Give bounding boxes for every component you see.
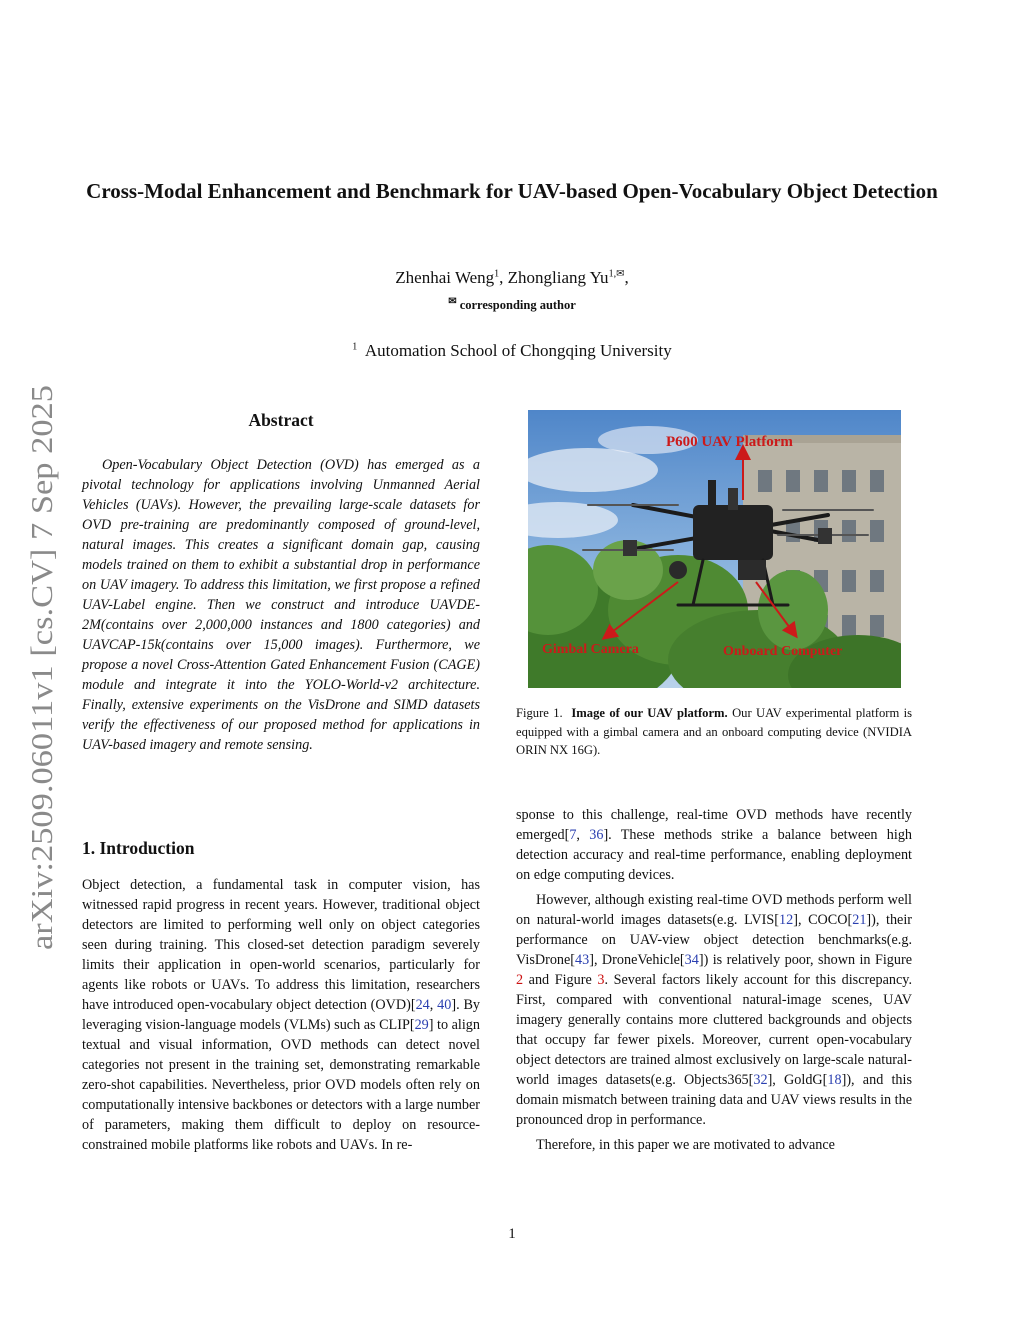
text-run: and Figure: [523, 972, 598, 988]
citation-link[interactable]: 24: [415, 997, 430, 1013]
section-heading: 1. Introduction: [82, 838, 195, 858]
author-name: Zhongliang Yu: [507, 268, 609, 287]
author-trail: ,: [624, 268, 629, 287]
paragraph: Therefore, in this paper we are motivated to advance: [536, 1137, 835, 1153]
envelope-icon: ✉: [448, 295, 457, 307]
author-separator: ,: [499, 268, 508, 287]
affil-mark: 1: [352, 341, 358, 353]
author-name: Zhenhai Weng: [395, 268, 495, 287]
citation-link[interactable]: 18: [827, 1072, 842, 1088]
text-run: ]), their performance on UAV-view object detection benchmarks(e.g. VisDrone[: [516, 912, 913, 968]
affiliation: [80, 341, 944, 361]
caption-text: Our UAV experimental platform is equipped with a gimbal camera and an onboard computing device (NVIDIA ORIN NX 16G).: [516, 706, 912, 757]
citation-link[interactable]: 12: [779, 912, 794, 928]
citation-link[interactable]: 36: [589, 827, 604, 843]
label-computer: Onboard Computer: [723, 644, 843, 659]
page-number: 1: [508, 1226, 516, 1242]
caption-number: Figure 1.: [516, 706, 563, 720]
paper-title: Cross-Modal Enhancement and Benchmark for UAV-based Open-Vocabulary Object Detection: [86, 179, 938, 203]
figure-caption: [516, 704, 912, 760]
citation-link[interactable]: 40: [437, 997, 452, 1013]
paragraph: [516, 805, 912, 885]
figure-ref-link[interactable]: 3: [597, 972, 605, 988]
paragraph: [516, 890, 912, 1130]
author-affil-mark: 1,✉: [608, 268, 625, 280]
text-run: sponse to this challenge, real-time OVD methods have recently emerged[: [516, 807, 912, 843]
citation-link[interactable]: 7: [569, 827, 577, 843]
citation-link[interactable]: 21: [852, 912, 867, 928]
caption-title: Image of our UAV platform.: [571, 706, 728, 720]
intro-paragraph: [82, 875, 480, 1155]
label-platform: P600 UAV Platform: [666, 434, 793, 450]
citation-link[interactable]: 34: [684, 952, 699, 968]
text-run: Object detection, a fundamental task in computer vision, has witnessed rapid progress in recent years. However, traditional object detectors are limited to performing well only on object categories seen during training. This closed-set detection paradigm severely limits their application in open-world scenarios, particularly for agents like robots or UAVs. To address this limitation, researchers have introduced open-vocabulary object detection (OVD)[: [82, 877, 480, 1013]
text-run: ]), and this domain mismatch between training data and UAV views results in the pronounced drop in performance.: [516, 1072, 912, 1128]
text-run: However, although existing real-time OVD methods perform well on natural-world images datasets(e.g. LVIS[: [516, 892, 912, 928]
author-affil-mark: 1: [494, 268, 500, 280]
arxiv-stamp: [14, 380, 62, 950]
text-run: ], DroneVehicle[: [589, 952, 685, 968]
text-run: ,: [576, 827, 590, 843]
citation-link[interactable]: 43: [575, 952, 590, 968]
text-run: ]) is relatively poor, shown in Figure: [698, 952, 912, 968]
text-run: ,: [429, 997, 438, 1013]
figure-ref-link[interactable]: 2: [516, 972, 524, 988]
affil-name: Automation School of Chongqing University: [364, 341, 672, 360]
arxiv-stamp-text: arXiv:2509.06011v1 [cs.CV] 7 Sep 2025: [24, 441, 59, 950]
right-column: [516, 805, 912, 1160]
text-run: ]. By leveraging vision-language models (VLMs) such as CLIP[: [82, 997, 481, 1033]
label-gimbal: Gimbal Camera: [542, 642, 639, 657]
uav-platform-figure: [528, 410, 901, 688]
text-run: . Several factors likely account for this discrepancy. First, compared with conventional natural-image scenes, UAV imagery generally contains more cluttered backgrounds and objects that occupy far fewer pixels. Moreover, current open-vocabulary object detectors are trained almost exclusively on large-scale natural-world images datasets(e.g. Objects365[: [516, 972, 913, 1088]
uav-photo: [528, 410, 901, 688]
abstract-heading: Abstract: [248, 410, 314, 430]
author-line: [80, 268, 944, 288]
text-run: ] to align textual and visual information, OVD methods can detect novel categories not present in the training set, demonstrating remarkable zero-shot capabilities. Nevertheless, prior OVD models often rely on computationally intensive backbones or detectors with a large number of parameters, making them difficult to deploy on resource-constrained mobile platforms like robots and UAVs. In re-: [82, 1017, 480, 1153]
text-run: ], GoldG[: [767, 1072, 828, 1088]
text-run: ], COCO[: [793, 912, 853, 928]
abstract-text: Open-Vocabulary Object Detection (OVD) has emerged as a pivotal technology for applications involving Unmanned Aerial Vehicles (UAVs). However, the prevailing large-scale datasets for OVD pre-training are predominantly composed of ground-level, natural images. This creates a significant domain gap, causing models trained on them to exhibit a substantial drop in performance on UAV imagery. To address this limitation, we first propose a refined UAV-Label engine. Then we construct and introduce UAVDE-2M(contains over 2,000,000 instances and 1800 categories) and UAVCAP-15k(contains over 15,000 images). Furthermore, we propose a novel Cross-Attention Gated Enhancement Fusion (CAGE) module and integrate it into the YOLO-World-v2 architecture. Finally, extensive experiments on the VisDrone and SIMD datasets verify the effectiveness of our proposed method for applications in UAV-based imagery and remote sensing.: [82, 457, 480, 753]
citation-link[interactable]: 32: [753, 1072, 768, 1088]
corresponding-label: corresponding author: [459, 298, 576, 312]
citation-link[interactable]: 29: [414, 1017, 429, 1033]
corresponding-note: [80, 295, 944, 313]
arxiv-stamp-svg: [14, 380, 62, 950]
text-run: ]. These methods strike a balance between high detection accuracy and real-time performance, enabling deployment on edge computing devices.: [516, 827, 913, 883]
